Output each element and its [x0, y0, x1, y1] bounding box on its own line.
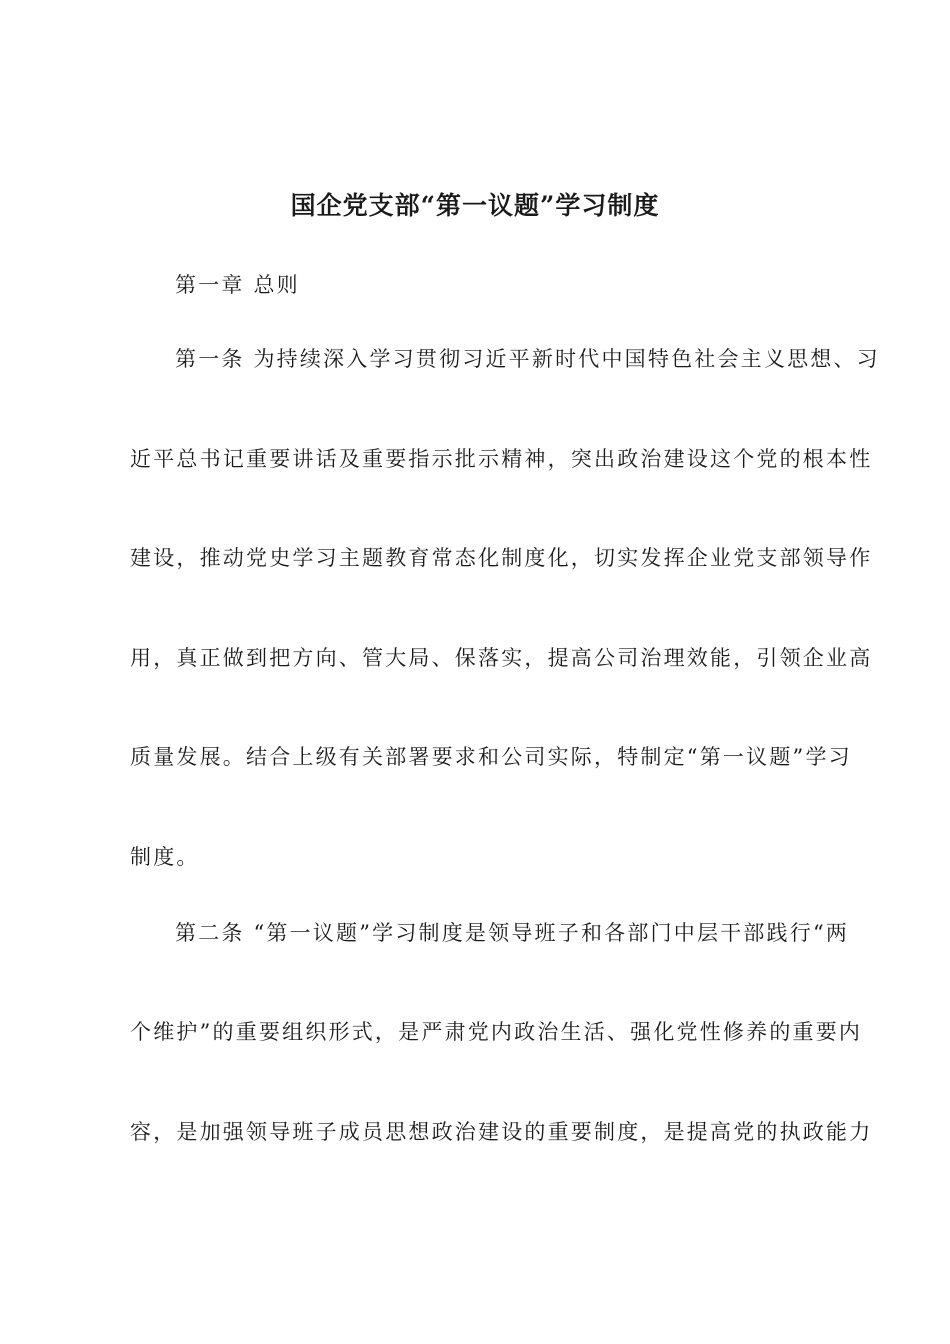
article1-line-6: 制度。	[130, 845, 200, 869]
article1-line-2: 近平总书记重要讲话及重要指示批示精神，突出政治建设这个党的根本性	[130, 447, 873, 471]
article2-line-3: 容，是加强领导班子成员思想政治建设的重要制度，是提高党的执政能力	[130, 1120, 873, 1144]
article1-line-4: 用，真正做到把方向、管大局、保落实，提高公司治理效能，引领企业高	[130, 646, 873, 670]
article2-line-2: 个维护”的重要组织形式，是严肃党内政治生活、强化党性修养的重要内	[130, 1020, 863, 1044]
article2-line-1: 第二条 “第一议题”学习制度是领导班子和各部门中层干部践行“两	[175, 921, 850, 945]
article1-line-5: 质量发展。结合上级有关部署要求和公司实际，特制定“第一议题”学习	[130, 745, 852, 769]
chapter-heading: 第一章 总则	[175, 273, 300, 297]
document-title: 国企党支部“第一议题”学习制度	[290, 191, 660, 220]
article1-line-3: 建设，推动党史学习主题教育常态化制度化，切实发挥企业党支部领导作	[130, 546, 873, 570]
article1-line-1: 第一条 为持续深入学习贯彻习近平新时代中国特色社会主义思想、习	[175, 347, 880, 371]
